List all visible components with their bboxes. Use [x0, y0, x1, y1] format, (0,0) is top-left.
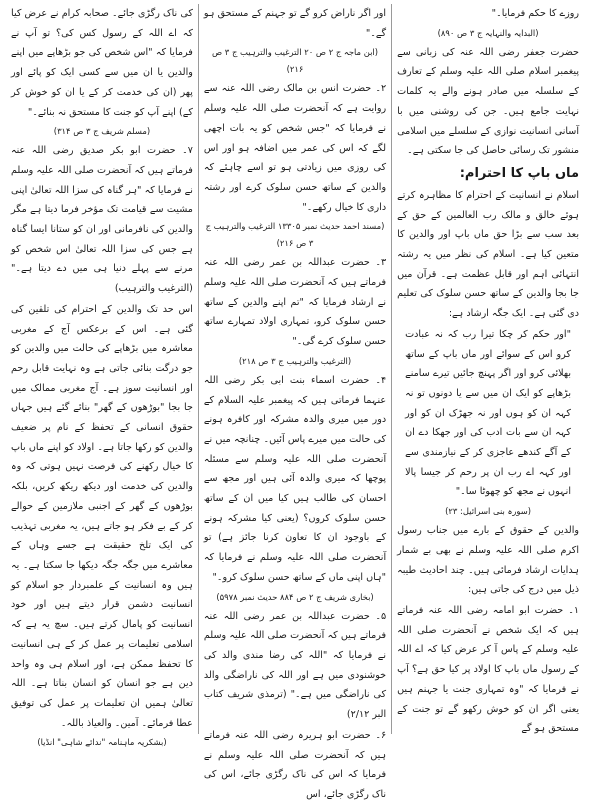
body-paragraph: ۳۔ حضرت عبداللہ بن عمر رضی اللہ عنہ فرماتے ہیں کہ آنحضرت صلی اللہ علیہ وسلم نے ارشاد فرمایا کہ "تم اپنے والدین کے ساتھ حسن سلوک کرو، تمہاری اولاد تمہارے ساتھ حسن سلوک کرے گی۔" [203, 257, 387, 348]
body-paragraph: ۵۔ حضرت عبداللہ بن عمر رضی اللہ عنہ فرماتے ہیں کہ آنحضرت صلی اللہ علیہ وسلم نے فرمایا کہ "اللہ کی رضا مندی والد کی خوشنودی میں ہے اور اللہ کی ناراضگی والد کی ناراضگی میں ہے۔" (ترمذی شریف کتاب البر ۲/۱۲) [203, 610, 387, 721]
body-paragraph: ۲۔ حضرت انس بن مالک رضی اللہ عنہ سے روایت ہے کہ آنحضرت صلی اللہ علیہ وسلم نے فرمایا کہ "جس شخص کو یہ بات اچھی لگے کہ اس کی عمر میں اضافہ ہو اور اس کی روزی میں زیادتی ہو تو اسے چاہئے کہ والدین کے ساتھ حسن سلوک کرے اور رشتہ داری کا خیال رکھے۔" [203, 83, 387, 213]
body-paragraph: ۷۔ حضرت ابو بکر صدیق رضی اللہ عنہ فرماتے ہیں کہ آنحضرت صلی اللہ علیہ وسلم نے فرمایا کہ "ہر گناہ کی سزا اللہ تعالیٰ اپنی مشیت سے قیامت تک مؤخر فرما دیتا ہے مگر والدین کی نافرمانی اور ان کو ستانا ایسا گناہ ہے جس کی سزا اللہ تعالیٰ اس شخص کو مرنے سے پہلے دنیا ہی میں دے دیتا ہے۔" (الترغیب والترہیب) [11, 145, 193, 295]
quran-verse: "اور حکم کر چکا تیرا رب کہ نہ عبادت کرو اس کے سوائے اور ماں باپ کے ساتھ بھلائی کرو اور اگر پہنچ جائیں تیرے سامنے بڑھاپے کو ایک ان میں سے یا دونوں تو نہ کہہ ان کو ہوں اور نہ جھڑک ان کو اور کہہ ان سے بات ادب کی اور جھکا دے ان کے آگے کندھے عاجزی کر کے نیازمندی سے اور کہہ اے رب ان پر رحم کر جیسا پالا انہوں نے مجھ کو چھوٹا سا۔" [405, 328, 571, 498]
citation-reference: (مسلم شریف ج ۳ ص ۳۱۴) [53, 126, 151, 137]
citation-reference: (ابن ماجہ ج ۲ ص ۲۰ الترغیب والترہیب ج ۳ ص ۲۱۶) [211, 47, 379, 75]
citation-reference: (بشکریہ ماہنامہ "ندائے شاہی" انڈیا) [37, 737, 167, 748]
body-paragraph: والدین کے حقوق کے بارے میں جناب رسول اکرم صلی اللہ علیہ وسلم نے بھی بے شمار ہدایات ارشاد فرمائی ہیں۔ چند احادیث طیبہ ذیل میں درج کی جاتی ہیں: [397, 525, 579, 596]
citation-reference: (البدایہ والنہایہ ج ۳ ص ۸۹۰) [437, 27, 539, 38]
citation-reference: (بخاری شریف ج ۲ ص ۸۸۴ حدیث نمبر ۵۹۷۸) [216, 591, 374, 602]
section-heading: ماں باپ کا احترام: [459, 165, 579, 181]
column-left [6, 4, 198, 748]
body-paragraph: اسلام نے انسانیت کے احترام کا مظاہرہ کرتے ہوئے خالق و مالک رب العالمین کے حق کے بعد سب سے بڑا حق ماں باپ اور والدین کا متعین کیا ہے۔ اسلام کی نظر میں یہ رشتہ انتہائی اہم اور قابل عظمت ہے۔ قرآن میں جا بجا والدین کے ساتھ حسن سلوک کی تعلیم دی گئی ہے۔ ایک جگہ ارشاد ہے: [397, 189, 579, 320]
citation-reference: (الترغیب والترہیب ج ۳ ص ۲۱۸) [238, 355, 352, 366]
column-right [392, 4, 584, 734]
body-paragraph: کی ناک رگڑی جائے۔ صحابہ کرام نے عرض کیا کہ اے اللہ کے رسول کس کی؟ تو آپ نے فرمایا کہ "اس شخص کی جو بڑھاپے میں اپنے والدین یا ان میں سے کسی ایک کو پائے اور پھر (ان کی خدمت کر کے یا ان کو خوش کر کے) اپنے آپ کو جنت کا مستحق نہ بنائے۔" [11, 8, 193, 118]
body-paragraph: اس حد تک والدین کے احترام کی تلقین کی گئی ہے۔ اس کے برعکس آج کے مغربی معاشرہ میں بڑھاپے کی حالت میں والدین کو جو درگت بنائی جاتی ہے وہ نہایت قابل رحم اور انسانیت سوز ہے۔ آج مغربی ممالک میں جا بجا "بوڑھوں کے گھر" بنائے گئے ہیں جہاں حقوق انسانی کے تحفظ کے نام پر ضعیف والدین کو رکھا جاتا ہے۔ اولاد کو اپنے ماں باپ کا خیال رکھنے کی فرصت نہیں ہوتی کہ وہ والدین کی خدمت اور دیکھ ریکھ کریں، بلکہ بوڑھوں کے گھر کے اجنبی ملازمین کے حوالے کر کے بے فکر ہو جاتے ہیں، یہ مغربی تہذیب کی ایک تلخ حقیقت ہے جسے وہاں کے معاشرے میں جگہ جگہ دیکھا جا سکتا ہے۔ یہ ہیں وہ انسانیت کے علمبردار جو اسلام کو انسانیت دشمن قرار دیتے ہیں اور خود انسانیت کو پامال کرتے ہیں۔ سچ یہ ہے کہ اسلامی تعلیمات پر عمل کر کے ہی انسانیت کا تحفظ ممکن ہے، اور اسلام ہی وہ واحد دین ہے جو انسان کو انسان بناتا ہے۔ اللہ تعالیٰ ہمیں ان تعلیمات پر عمل کی توفیق عطا فرمائے۔ آمین۔ والعیاذ باللہ۔ [11, 303, 193, 729]
body-paragraph: ۱۔ حضرت ابو امامہ رضی اللہ عنہ فرماتے ہیں کہ ایک شخص نے آنحضرت صلی اللہ علیہ وسلم کے پاس آ کر عرض کیا کہ اے اللہ کے رسول ماں باپ کا اولاد پر کیا حق ہے؟ آپ نے فرمایا کہ "وہ تمہاری جنت یا جہنم ہیں یعنی اگر ان کو خوش رکھو گے تو جنت کے مستحق ہو گے [397, 604, 579, 735]
citation-reference: (مسند احمد حدیث نمبر ۱۳۳۰۵ الترغیب والترہیب ج ۳ ص ۲۱۶) [205, 221, 385, 249]
column-middle [198, 4, 392, 800]
body-paragraph: ۴۔ حضرت اسماء بنت ابی بکر رضی اللہ عنہما فرماتی ہیں کہ پیغمبر علیہ السلام کے دور میں میری والدہ مشرکہ اور کافرہ ہونے کی حالت میں میرے پاس آئیں۔ چنانچہ میں نے آنحضرت صلی اللہ علیہ وسلم سے مسئلہ پوچھا کہ میری والدہ آئی ہیں اور مجھ سے احسان کی طالب ہیں کیا میں ان کے ساتھ حسن سلوک کروں؟ (یعنی کیا مشرکہ ہونے کے باوجود ان کا تعاون کرنا جائز ہے) تو آنحضرت صلی اللہ علیہ وسلم نے فرمایا کہ "ہاں اپنی ماں کے ساتھ حسن سلوک کرو۔" [203, 374, 387, 583]
text-columns [6, 4, 584, 800]
body-paragraph: ۶۔ حضرت ابو ہریرہ رضی اللہ عنہ فرماتے ہیں کہ آنحضرت صلی اللہ علیہ وسلم نے فرمایا کہ اس کی ناک رگڑی جائے، اس کی ناک رگڑی جائے، اس [203, 729, 387, 800]
citation-reference: (سورہ بنی اسرائیل: ۲۳) [445, 506, 532, 517]
body-paragraph: اور اگر ناراض کرو گے تو جہنم کے مستحق ہو گے۔" [203, 8, 387, 39]
body-paragraph: حضرت جعفر رضی اللہ عنہ کی زبانی سے پیغمبر اسلام صلی اللہ علیہ وسلم کے تعارف کے سلسلہ میں صادر ہونے والے یہ کلمات نہایت جامع ہیں۔ جن کی روشنی میں با آسانی انسانیت نوازی کے سلسلے میں اسلامی منشور تک رسائی حاصل کی جا سکتی ہے۔ [397, 46, 579, 157]
body-paragraph: روزے کا حکم فرمایا۔" [491, 8, 579, 19]
